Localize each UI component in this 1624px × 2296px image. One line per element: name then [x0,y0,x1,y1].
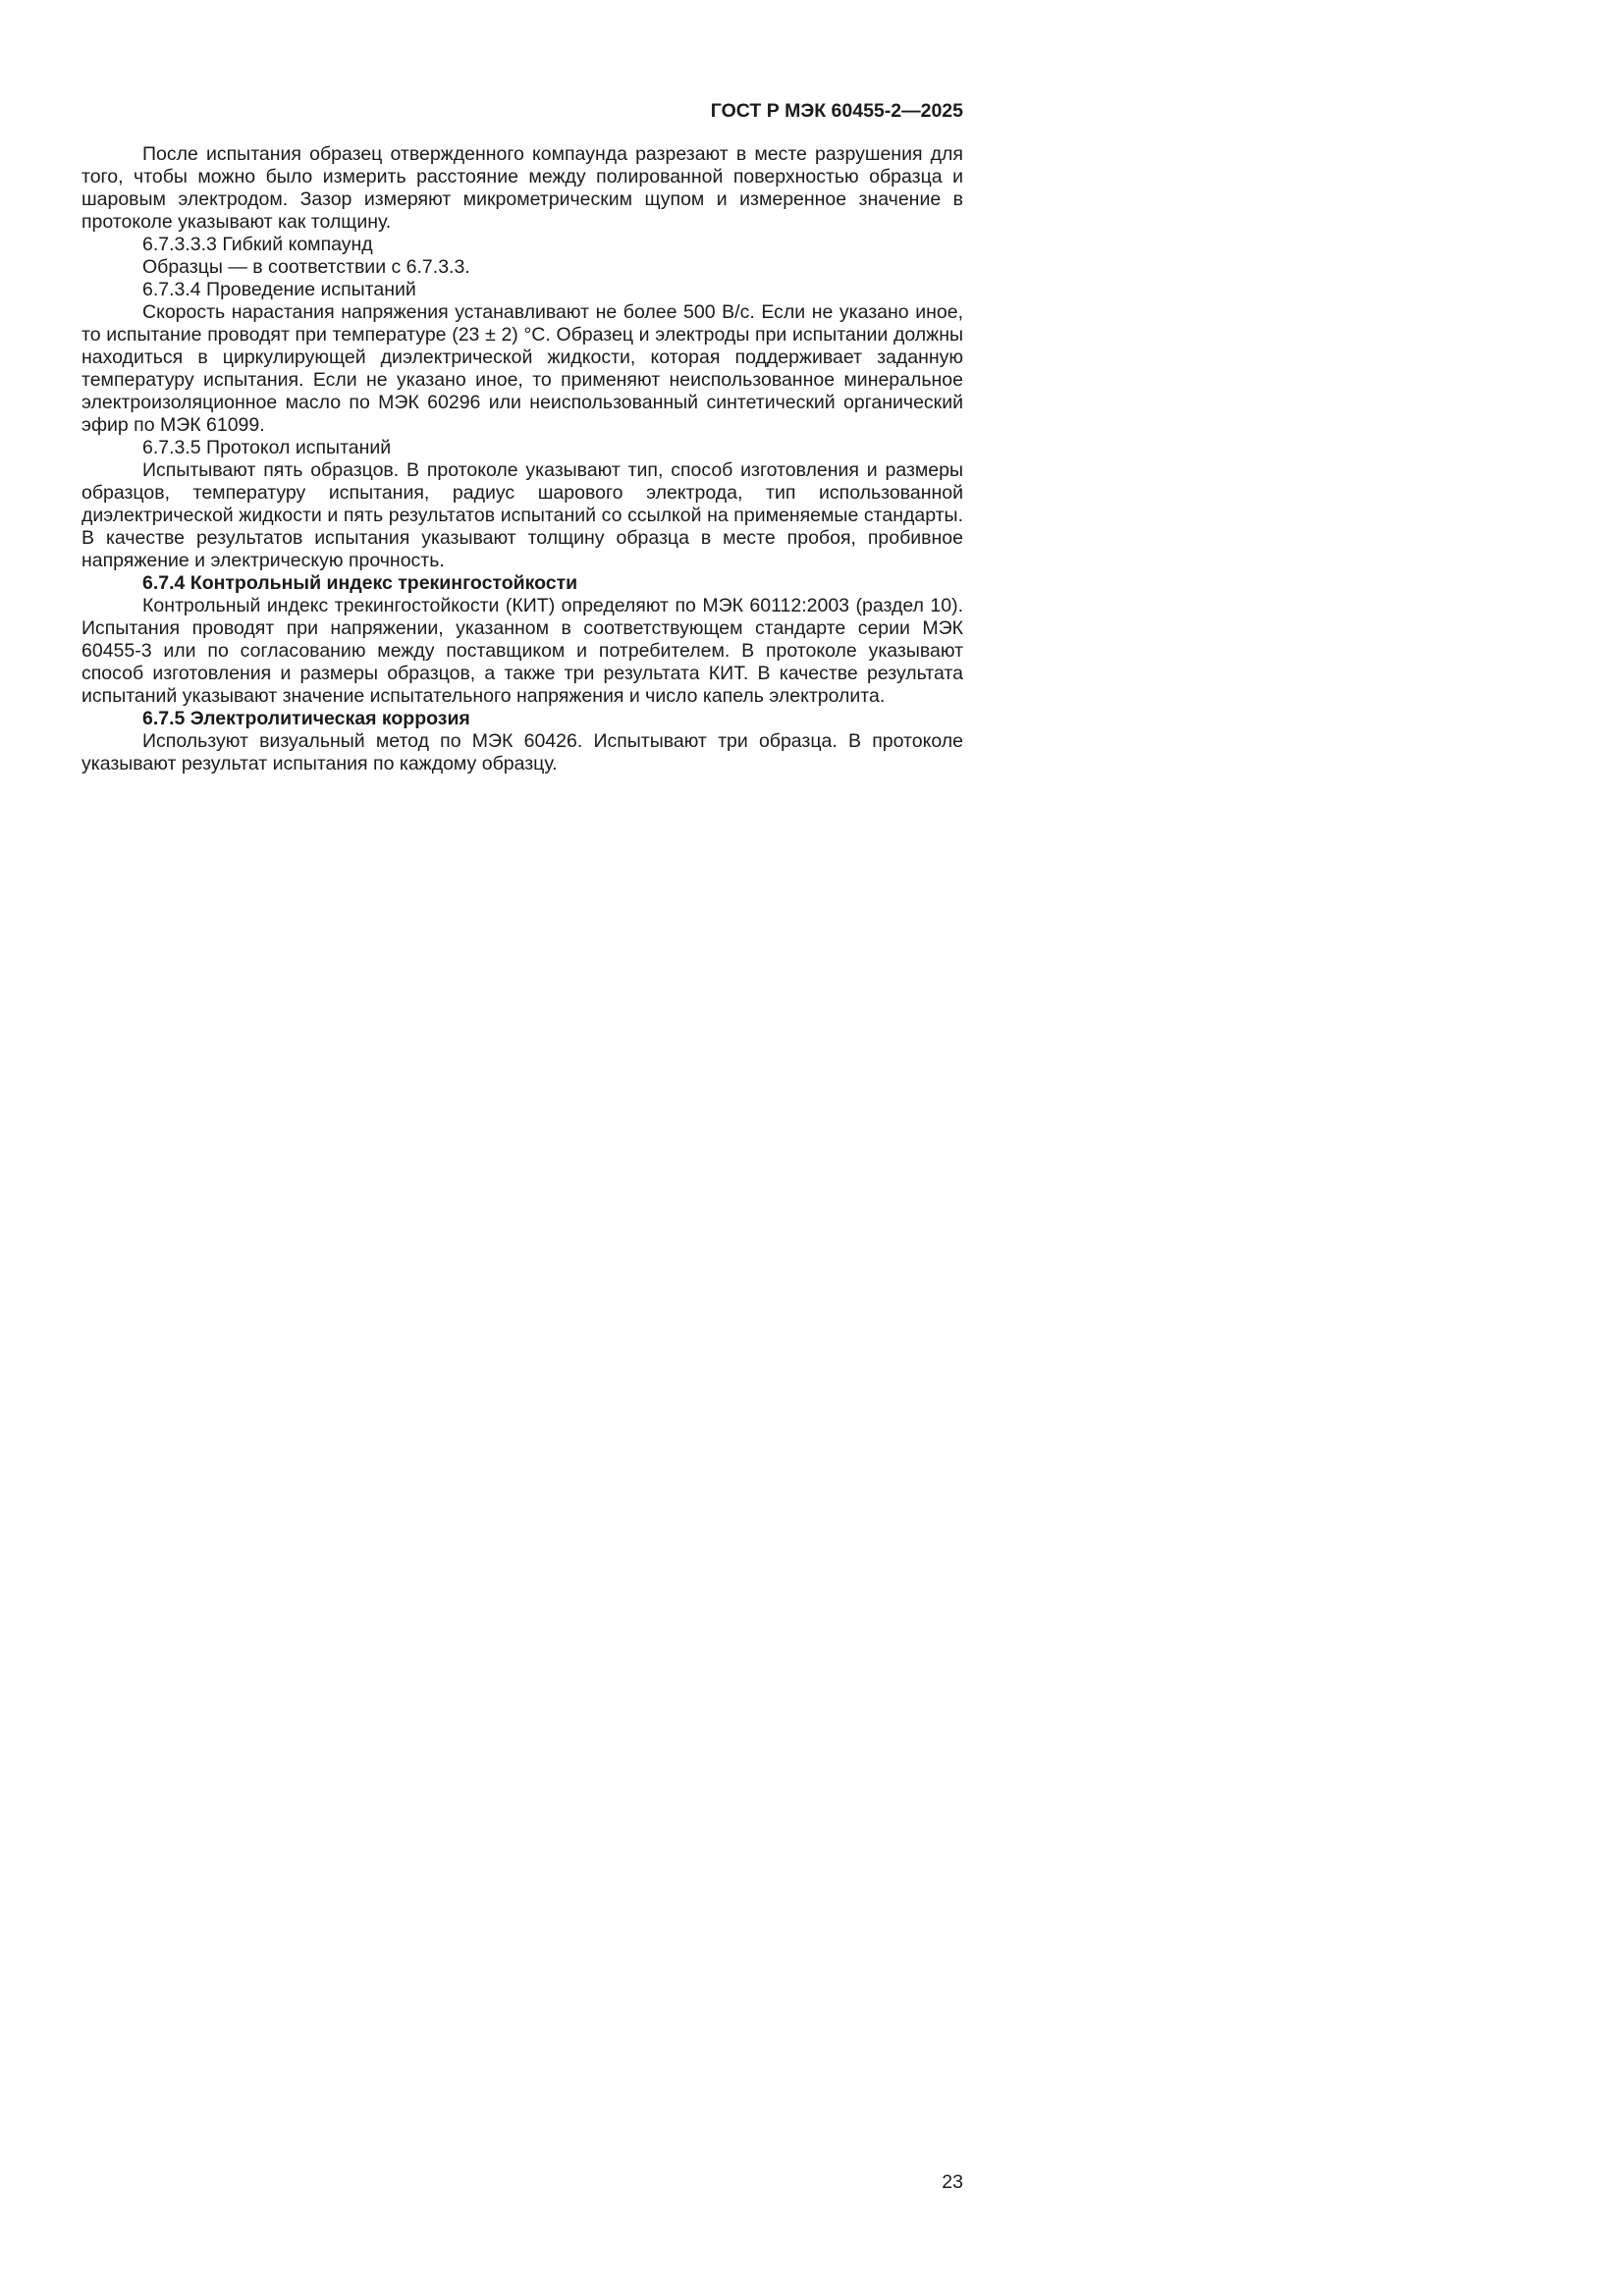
paragraph-specimens-reference: Образцы — в соответствии с 6.7.3.3. [142,256,470,278]
paragraph-electrolytic-corrosion-details: Используют визуальный метод по МЭК 60426. Испытывают три образца. В протоколе указывают результат испытания по каждому образцу. [81,730,963,774]
paragraph-five-specimens-report: Испытывают пять образцов. В протоколе указывают тип, способ изготовления и размеры образцов, температуру испытания, радиус шарового электрода, тип использованной диэлектрической жидкости и пять результатов испытаний со ссылкой на применяемые стандарты. В качестве результатов испытания указывают толщину образца в месте пробоя, пробивное напряжение и электрическую прочность. [81,459,963,571]
heading-6-7-5-electrolytic-corrosion: 6.7.5 Электролитическая коррозия [142,708,470,729]
document-body [81,143,963,775]
subheading-6-7-3-4-test-procedure: 6.7.3.4 Проведение испытаний [142,279,416,300]
paragraph-ball-electrode-measurement: После испытания образец отвержденного компаунда разрезают в месте разрушения для того, чтобы можно было измерить расстояние между полированной поверхностью образца и шаровым электродом. Зазор измеряют микрометрическим щупом и измеренное значение в протоколе указывают как толщину. [81,143,963,233]
heading-6-7-4-tracking-index: 6.7.4 Контрольный индекс трекингостойкости [142,572,578,594]
document-footer [81,2171,963,2194]
doc-code: ГОСТ Р МЭК 60455-2—2025 [710,100,963,122]
subheading-6-7-3-5-test-report: 6.7.3.5 Протокол испытаний [142,437,392,458]
subheading-6-7-3-3-3-flexible-compound: 6.7.3.3.3 Гибкий компаунд [142,234,373,255]
paragraph-tracking-index-details: Контрольный индекс трекингостойкости (КИТ) определяют по МЭК 60112:2003 (раздел 10). Испытания проводят при напряжении, указанном в соответствующем стандарте серии МЭК 60455-3 или по согласованию между поставщиком и потребителем. В протоколе указывают способ изготовления и размеры образцов, а также три результата КИТ. В качестве результата испытаний указывают значение испытательного напряжения и число капель электролита. [81,595,963,707]
paragraph-voltage-rise-conditions: Скорость нарастания напряжения устанавливают не более 500 В/с. Если не указано иное, то испытание проводят при температуре (23 ± 2) °С. Образец и электроды при испытании должны находиться в циркулирующей диэлектрической жидкости, которая поддерживает заданную температуру испытания. Если не указано иное, то применяют неиспользованное минеральное электроизоляционное масло по МЭК 60296 или неиспользованный синтетический органический эфир по МЭК 61099. [81,301,963,436]
document-header [81,100,963,123]
page-number: 23 [942,2171,963,2193]
